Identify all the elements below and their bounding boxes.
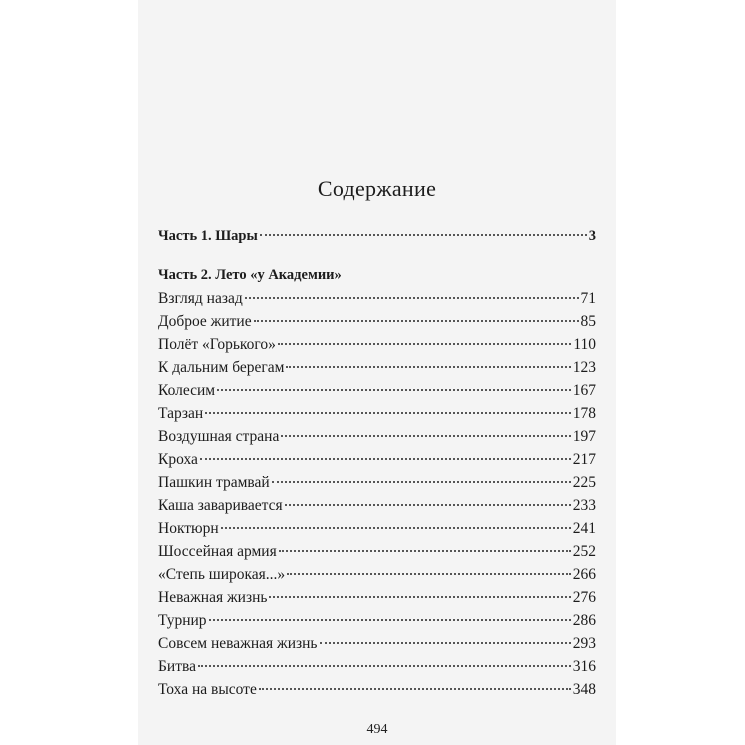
toc-entry-title: Совсем неважная жизнь bbox=[158, 635, 318, 652]
toc-entry-title: Доброе житие bbox=[158, 313, 252, 330]
table-of-contents bbox=[158, 228, 596, 704]
toc-part-2 bbox=[158, 267, 596, 290]
toc-entry bbox=[158, 313, 596, 336]
toc-part-title: Часть 2. Лето «у Академии» bbox=[158, 267, 342, 283]
toc-entry bbox=[158, 497, 596, 520]
toc-page-number: 293 bbox=[572, 635, 596, 652]
toc-page-number: 71 bbox=[580, 290, 596, 307]
toc-page-number: 217 bbox=[572, 451, 596, 468]
dot-leader bbox=[269, 596, 570, 598]
toc-entry bbox=[158, 290, 596, 313]
toc-entry-title: Взгляд назад bbox=[158, 290, 243, 307]
toc-entry bbox=[158, 635, 596, 658]
dot-leader bbox=[217, 389, 571, 391]
book-page bbox=[138, 0, 616, 745]
toc-page-number: 110 bbox=[573, 336, 596, 353]
toc-entry-title: Шоссейная армия bbox=[158, 543, 277, 560]
toc-entry-title: Полёт «Горького» bbox=[158, 336, 276, 353]
toc-entry-title: Кроха bbox=[158, 451, 198, 468]
toc-entry-title: Битва bbox=[158, 658, 196, 675]
toc-entry bbox=[158, 359, 596, 382]
toc-entry bbox=[158, 405, 596, 428]
toc-entry bbox=[158, 428, 596, 451]
dot-leader bbox=[260, 234, 587, 236]
toc-page-number: 178 bbox=[572, 405, 596, 422]
toc-entry bbox=[158, 520, 596, 543]
dot-leader bbox=[254, 320, 579, 322]
toc-page-number: 225 bbox=[572, 474, 596, 491]
toc-page-number: 233 bbox=[572, 497, 596, 514]
toc-entry bbox=[158, 681, 596, 704]
spacer bbox=[158, 251, 596, 267]
toc-entry bbox=[158, 612, 596, 635]
toc-entry bbox=[158, 566, 596, 589]
dot-leader bbox=[198, 665, 571, 667]
toc-page-number: 316 bbox=[572, 658, 596, 675]
toc-page-number: 266 bbox=[572, 566, 596, 583]
toc-entry bbox=[158, 474, 596, 497]
dot-leader bbox=[279, 550, 571, 552]
toc-page-number: 123 bbox=[572, 359, 596, 376]
toc-entry-title: К дальним берегам bbox=[158, 359, 285, 376]
dot-leader bbox=[320, 642, 571, 644]
toc-part-title: Часть 1. Шары bbox=[158, 228, 258, 244]
toc-page-number: 85 bbox=[580, 313, 596, 330]
toc-entry-title: Турнир bbox=[158, 612, 207, 629]
dot-leader bbox=[221, 527, 571, 529]
toc-page-number: 286 bbox=[572, 612, 596, 629]
page-number: 494 bbox=[366, 722, 388, 737]
toc-entry-title: «Степь широкая...» bbox=[158, 566, 286, 583]
toc-page-number: 197 bbox=[572, 428, 596, 445]
toc-entry-title: Тоха на высоте bbox=[158, 681, 257, 698]
toc-entry-title: Воздушная страна bbox=[158, 428, 280, 445]
toc-page-number: 252 bbox=[572, 543, 596, 560]
dot-leader bbox=[200, 458, 571, 460]
toc-part-1 bbox=[158, 228, 596, 251]
dot-leader bbox=[245, 297, 579, 299]
toc-entry-title: Неважная жизнь bbox=[158, 589, 268, 606]
toc-entry-title: Колесим bbox=[158, 382, 216, 399]
dot-leader bbox=[209, 619, 571, 621]
toc-page-number: 3 bbox=[588, 228, 596, 244]
toc-page-number: 276 bbox=[572, 589, 596, 606]
toc-entry bbox=[158, 543, 596, 566]
dot-leader bbox=[272, 481, 571, 483]
toc-entry-title: Каша заваривается bbox=[158, 497, 283, 514]
toc-entry bbox=[158, 336, 596, 359]
toc-entry-title: Тарзан bbox=[158, 405, 204, 422]
dot-leader bbox=[259, 688, 571, 690]
dot-leader bbox=[286, 366, 570, 368]
toc-entry bbox=[158, 451, 596, 474]
dot-leader bbox=[281, 435, 570, 437]
toc-page-number: 241 bbox=[572, 520, 596, 537]
dot-leader bbox=[205, 412, 571, 414]
toc-page-number: 167 bbox=[572, 382, 596, 399]
toc-page bbox=[138, 0, 616, 745]
toc-entry-title: Пашкин трамвай bbox=[158, 474, 270, 491]
toc-entry bbox=[158, 589, 596, 612]
dot-leader bbox=[287, 573, 571, 575]
toc-entry bbox=[158, 382, 596, 405]
dot-leader bbox=[285, 504, 571, 506]
toc-entry bbox=[158, 658, 596, 681]
toc-entry-title: Ноктюрн bbox=[158, 520, 219, 537]
toc-page-number: 348 bbox=[572, 681, 596, 698]
page-title: Содержание bbox=[317, 176, 437, 201]
dot-leader bbox=[278, 343, 571, 345]
